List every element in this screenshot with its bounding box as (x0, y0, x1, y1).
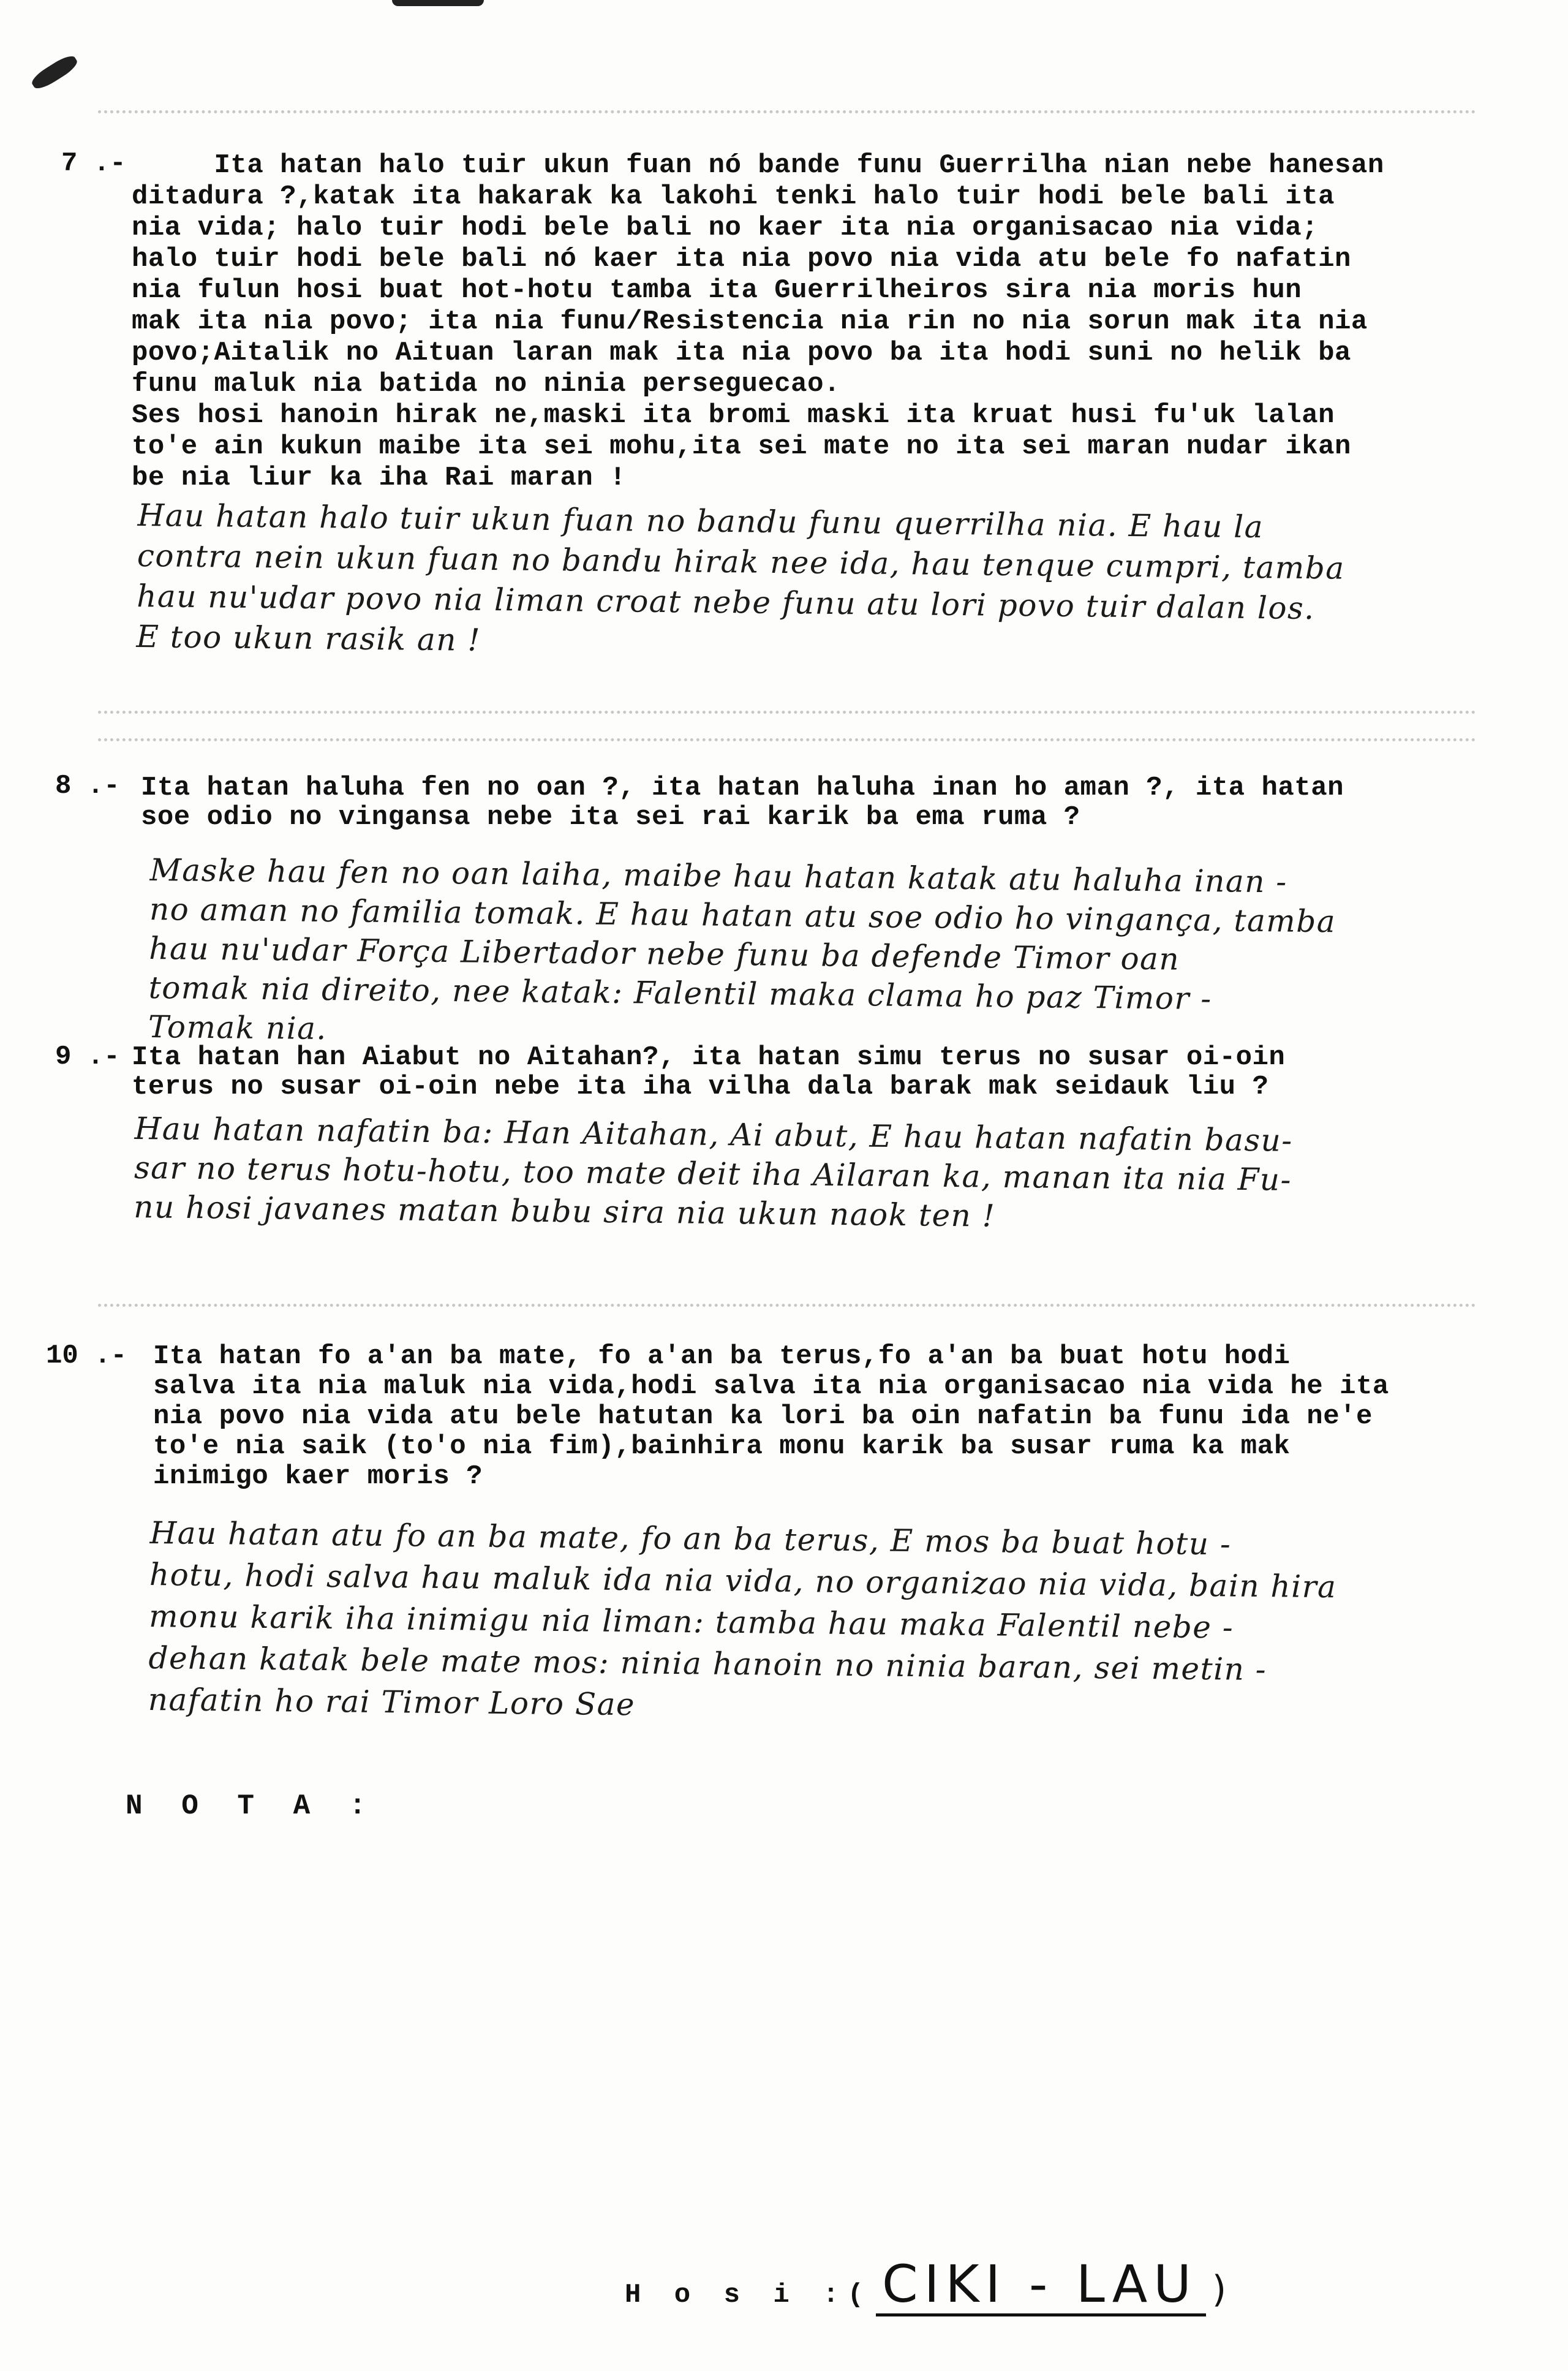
question-text: Ita hatan haluha fen no oan ?, ita hatan haluha inan ho aman ?, ita hatan soe odio no vingansa nebe ita sei rai karik ba ema ruma ? (141, 773, 1344, 833)
question-number: 10 .- (46, 1341, 127, 1371)
question-text: Ita hatan fo a'an ba mate, fo a'an ba terus,fo a'an ba buat hotu hodi salva ita nia maluk nia vida,hodi salva ita nia organisacao nia vida he ita nia povo nia vida atu bele hatutan ka lori ba oin nafatin ba funu ida ne'e to'e nia saik (to'o nia fim),bainhira monu karik ba susar ruma ka mak inimigo kaer moris ? (153, 1341, 1389, 1492)
handwritten-answer: Hau hatan atu fo an ba mate, fo an ba terus, E mos ba buat hotu - hotu, hodi salva hau maluk ida nia vida, no organizao nia vida, bain hira monu karik iha inimigu nia liman: tamba hau maka Falentil nebe - dehan katak bele mate mos: ninia hanoin no ninia baran, sei metin - nafatin ho rai Timor Loro Sae (148, 1514, 1337, 1723)
handwritten-answer: Maske hau fen no oan laiha, maibe hau hatan katak atu haluha inan - no aman no familia tomak. E hau hatan atu soe odio ho vingança, tamba hau nu'udar Força Libertador nebe funu ba defende Timor oan tomak nia direito, nee katak: Falentil maka clama ho paz Timor - Tomak nia. (148, 852, 1336, 1047)
dotted-separator (98, 110, 1476, 113)
handwritten-answer: Hau hatan halo tuir ukun fuan no bandu funu querrilha nia. E hau la contra nein ukun fuan no bandu hirak nee ida, hau tenque cumpri, tamba hau nu'udar povo nia liman croat nebe funu atu lori povo tuir dalan los. E too ukun rasik an ! (136, 497, 1345, 658)
signature-close-paren: ) (1212, 2268, 1227, 2311)
nota-label: N O T A : (126, 1790, 377, 1822)
question-number: 8 .- (55, 771, 120, 801)
dotted-separator (98, 711, 1476, 714)
handwritten-answer: Hau hatan nafatin ba: Han Aitahan, Ai abut, E hau hatan nafatin basu- sar no terus hotu-hotu, too mate deit iha Ailaran ka, manan ita nia Fu- nu hosi javanes matan bubu sira nia ukun naok ten ! (134, 1110, 1293, 1234)
dotted-separator (98, 1304, 1476, 1307)
scan-smudge-top (392, 0, 484, 6)
question-text: Ita hatan halo tuir ukun fuan nó bande funu Guerrilha nian nebe hanesan ditadura ?,katak ita hakarak ka lakohi tenki halo tuir hodi bele bali ita nia vida; halo tuir hodi bele bali no kaer ita nia organisacao nia vida; halo tuir hodi bele bali nó kaer ita nia povo nia vida atu bele fo nafatin nia fulun hosi buat hot-hotu tamba ita Guerrilheiros sira nia moris hun mak ita nia povo; ita nia funu/Resistencia nia rin no nia sorun mak ita nia povo;Aitalik no Aituan laran mak ita nia povo ba ita hodi suni no helik ba funu maluk nia batida no ninia perseguecao. Ses hosi hanoin hirak ne,maski ita bromi maski ita kruat husi fu'uk lalan to'e ain kukun maibe ita sei mohu,ita sei mate no ita sei maran nudar ikan be nia liur ka iha Rai maran ! (132, 150, 1384, 493)
question-number: 7 .- (61, 148, 126, 179)
question-text: Ita hatan han Aiabut no Aitahan?, ita hatan simu terus no susar oi-oin terus no susar oi-oin nebe ita iha vilha dala barak mak seidauk liu ? (132, 1042, 1286, 1102)
signature-label: H o s i :( (625, 2280, 873, 2310)
question-number: 9 .- (55, 1042, 120, 1072)
dotted-separator (98, 738, 1476, 741)
scan-smudge-left (29, 52, 80, 93)
signature-block (625, 2255, 1226, 2316)
signature-name: CIKI - LAU (876, 2255, 1206, 2316)
